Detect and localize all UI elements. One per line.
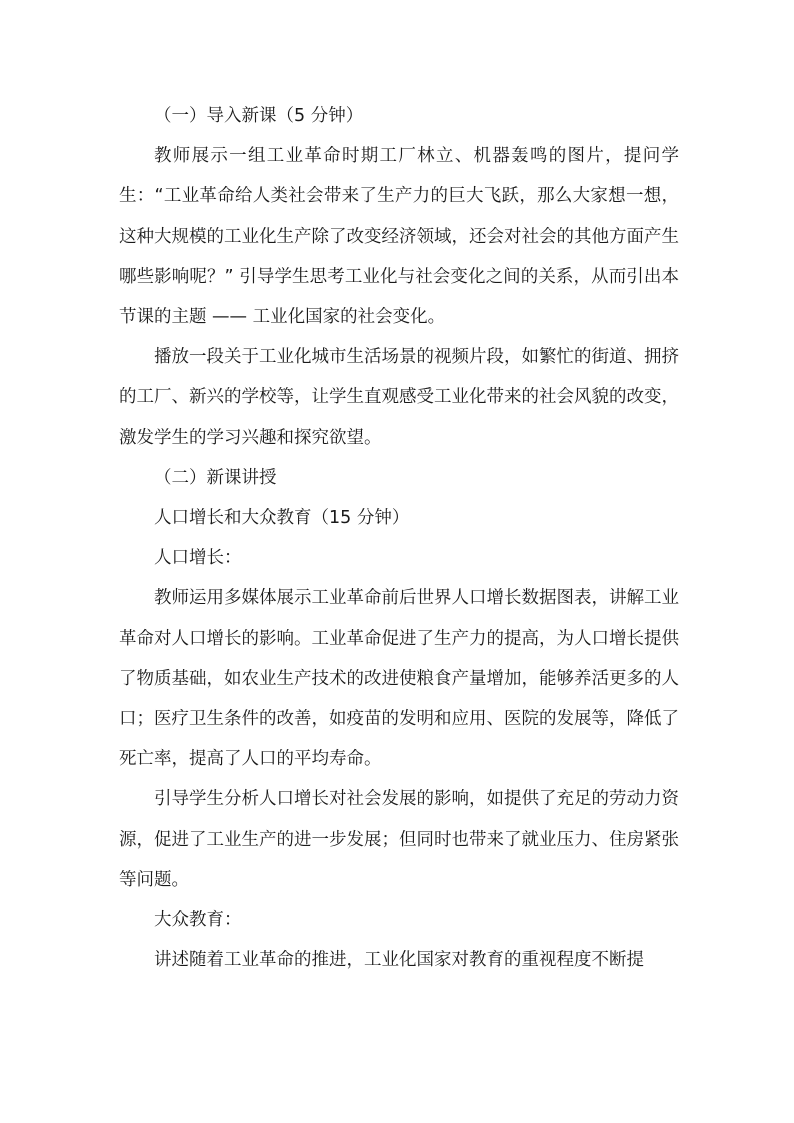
paragraph-intro-question: 教师展示一组工业革命时期工厂林立、机器轰鸣的图片，提问学生：“工业革命给人类社会带来了生产力的巨大飞跃，那么大家想一想，这种大规模的工业化生产除了改变经济领域，还会对社会的其他方面产生哪些影响呢？” 引导学生思考工业化与社会变化之间的关系，从而引出本节课的主题 —— 工业化国家的社会变化。 xyxy=(119,146,679,328)
subsection-heading-population-education: 人口增长和大众教育（15 分钟） xyxy=(154,508,410,529)
document-body xyxy=(119,96,679,980)
paragraph-population-impact: 引导学生分析人口增长对社会发展的影响，如提供了充足的劳动力资源，促进了工业生产的进一步发展；但同时也带来了就业压力、住房紧张等问题。 xyxy=(119,789,679,890)
paragraph-video: 播放一段关于工业化城市生活场景的视频片段，如繁忙的街道、拥挤的工厂、新兴的学校等，让学生直观感受工业化带来的社会风貌的改变，激发学生的学习兴趣和探究欲望。 xyxy=(119,347,679,448)
topic-label-population: 人口增长： xyxy=(154,548,242,569)
section-heading-new-lesson: （二）新课讲授 xyxy=(154,467,277,488)
paragraph-population-growth: 教师运用多媒体展示工业革命前后世界人口增长数据图表，讲解工业革命对人口增长的影响。工业革命促进了生产力的提高，为人口增长提供了物质基础，如农业生产技术的改进使粮食产量增加，能够养活更多的人口；医疗卫生条件的改善，如疫苗的发明和应用、医院的发展等，降低了死亡率，提高了人口的平均寿命。 xyxy=(119,588,679,770)
paragraph-education: 讲述随着工业革命的推进，工业化国家对教育的重视程度不断提 xyxy=(154,950,644,971)
topic-label-education: 大众教育： xyxy=(154,910,242,931)
section-heading-intro: （一）导入新课（5 分钟） xyxy=(154,106,364,126)
